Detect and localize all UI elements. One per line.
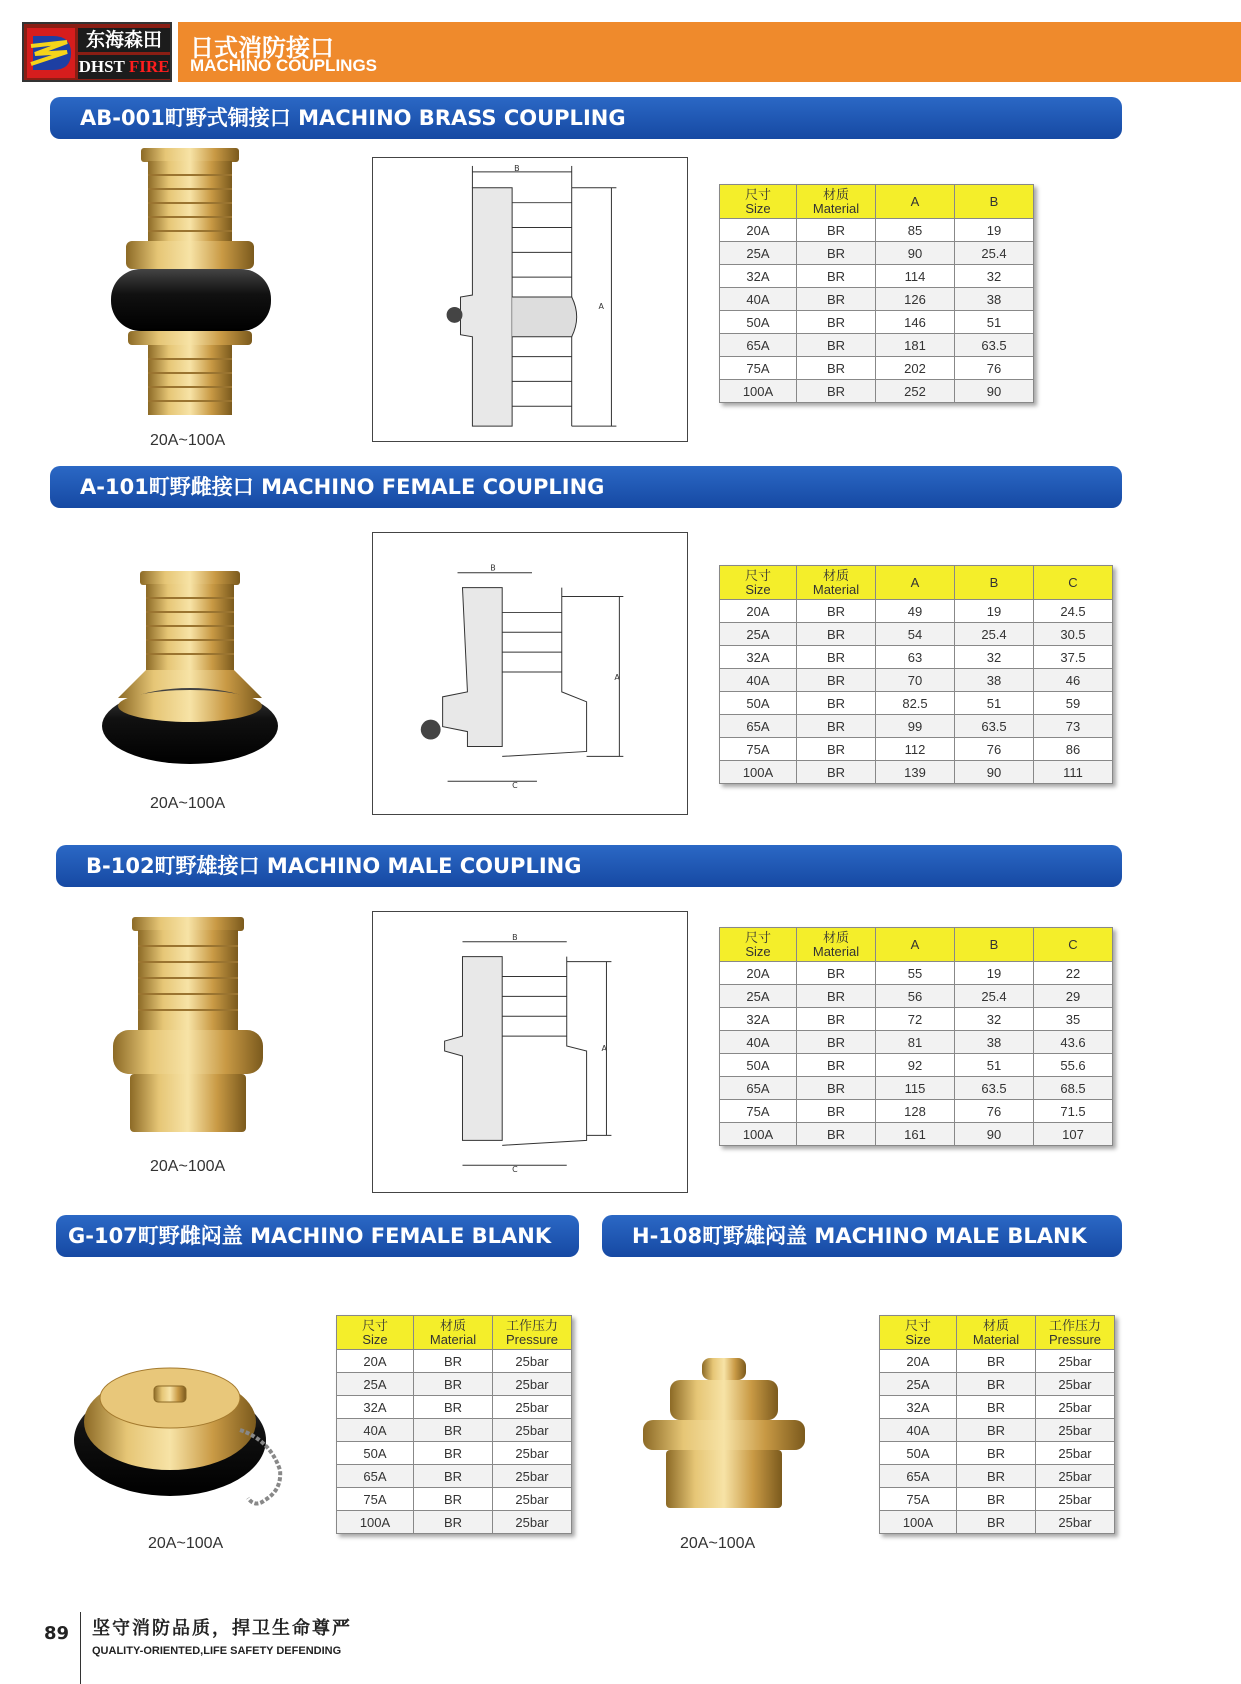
col-size: 尺寸 Size [337, 1316, 414, 1350]
male-blank-cap-photo [640, 1355, 808, 1515]
size-range-caption: 20A~100A [150, 432, 226, 449]
header-title-cn: 日式消防接口 [190, 34, 334, 62]
section-banner-h108: H-108町野雄闷盖 MACHINO MALE BLANK CAP [602, 1215, 1122, 1257]
table-row: 20A BR 85 19 [720, 219, 1034, 242]
technical-drawing-b102 [372, 911, 688, 1193]
table-row: 25A BR 56 25.4 29 [720, 985, 1113, 1008]
table-row: 50A BR 25bar [880, 1442, 1115, 1465]
spec-table-b102 [719, 927, 1113, 1146]
footer-slogan-cn: 坚守消防品质，捍卫生命尊严 [92, 1618, 352, 1639]
table-row: 32A BR 72 32 35 [720, 1008, 1113, 1031]
table-row: 32A BR 63 32 37.5 [720, 646, 1113, 669]
brand-name-cn: 东海森田 [78, 28, 170, 52]
table-row: 20A BR 25bar [880, 1350, 1115, 1373]
section-banner-a101: A-101町野雌接口 MACHINO FEMALE COUPLING [50, 466, 1122, 508]
male-coupling-photo [110, 914, 266, 1136]
table-row: 50A BR 146 51 [720, 311, 1034, 334]
col-a: A [876, 928, 955, 962]
brand-name-en: DHST FIRE [78, 55, 170, 79]
svg-text:C: C [512, 1165, 518, 1175]
col-b: B [955, 566, 1034, 600]
table-header-row [880, 1316, 1115, 1350]
svg-text:C: C [512, 781, 518, 791]
col-material: 材质 Material [414, 1316, 493, 1350]
table-row: 100A BR 25bar [880, 1511, 1115, 1534]
table-header-row [720, 566, 1113, 600]
brand-emblem-icon [27, 28, 75, 78]
table-row: 20A BR 55 19 22 [720, 962, 1113, 985]
table-row: 65A BR 115 63.5 68.5 [720, 1077, 1113, 1100]
col-material: 材质 Material [797, 185, 876, 219]
table-row: 40A BR 25bar [337, 1419, 572, 1442]
section-banner-g107: G-107町野雌闷盖 MACHINO FEMALE BLANK CAP [56, 1215, 579, 1257]
col-c: C [1034, 566, 1113, 600]
page-header [178, 22, 1241, 82]
table-row: 65A BR 99 63.5 73 [720, 715, 1113, 738]
size-range-caption: 20A~100A [150, 1158, 226, 1175]
technical-drawing-a101 [372, 532, 688, 815]
col-b: B [955, 928, 1034, 962]
brand-logo [22, 22, 172, 82]
table-row: 75A BR 112 76 86 [720, 738, 1113, 761]
table-row: 50A BR 92 51 55.6 [720, 1054, 1113, 1077]
col-a: A [876, 566, 955, 600]
table-row: 25A BR 54 25.4 30.5 [720, 623, 1113, 646]
footer-divider [80, 1612, 81, 1684]
table-row: 32A BR 25bar [880, 1396, 1115, 1419]
size-range-caption: 20A~100A [680, 1535, 756, 1552]
col-size: 尺寸 Size [720, 928, 797, 962]
table-row: 50A BR 82.5 51 59 [720, 692, 1113, 715]
table-row: 25A BR 90 25.4 [720, 242, 1034, 265]
size-range-caption: 20A~100A [148, 1535, 224, 1552]
section-banner-ab001: AB-001町野式铜接口 MACHINO BRASS COUPLING [50, 97, 1122, 139]
table-row: 100A BR 139 90 111 [720, 761, 1113, 784]
col-size: 尺寸 Size [720, 185, 797, 219]
table-row: 40A BR 126 38 [720, 288, 1034, 311]
brass-coupling-photo [108, 145, 274, 420]
table-row: 40A BR 25bar [880, 1419, 1115, 1442]
female-blank-cap-photo [70, 1360, 310, 1520]
col-material: 材质 Material [797, 566, 876, 600]
svg-text:A: A [598, 301, 604, 311]
svg-text:A: A [614, 672, 620, 682]
female-coupling-photo [100, 568, 280, 768]
table-header-row [337, 1316, 572, 1350]
spec-table-a101 [719, 565, 1113, 784]
col-a: A [876, 185, 955, 219]
svg-text:B: B [512, 932, 518, 942]
col-pressure: 工作压力 Pressure [493, 1316, 572, 1350]
col-material: 材质 Material [957, 1316, 1036, 1350]
table-row: 32A BR 114 32 [720, 265, 1034, 288]
spec-table-g107 [336, 1315, 572, 1534]
table-header-row [720, 928, 1113, 962]
page-number: 89 [44, 1623, 70, 1644]
footer-slogan-en: QUALITY-ORIENTED,LIFE SAFETY DEFENDING [92, 1645, 342, 1657]
technical-drawing-ab001 [372, 157, 688, 442]
table-row: 25A BR 25bar [337, 1373, 572, 1396]
table-row: 65A BR 25bar [337, 1465, 572, 1488]
svg-text:A: A [601, 1044, 607, 1054]
table-row: 100A BR 25bar [337, 1511, 572, 1534]
table-row: 75A BR 25bar [880, 1488, 1115, 1511]
spec-table-h108 [879, 1315, 1115, 1534]
table-row: 75A BR 25bar [337, 1488, 572, 1511]
table-row: 20A BR 25bar [337, 1350, 572, 1373]
table-row: 32A BR 25bar [337, 1396, 572, 1419]
col-size: 尺寸 Size [720, 566, 797, 600]
col-b: B [955, 185, 1034, 219]
table-row: 20A BR 49 19 24.5 [720, 600, 1113, 623]
table-row: 50A BR 25bar [337, 1442, 572, 1465]
col-c: C [1034, 928, 1113, 962]
table-row: 75A BR 128 76 71.5 [720, 1100, 1113, 1123]
section-banner-b102: B-102町野雄接口 MACHINO MALE COUPLING [56, 845, 1122, 887]
table-row: 40A BR 81 38 43.6 [720, 1031, 1113, 1054]
table-row: 65A BR 25bar [880, 1465, 1115, 1488]
size-range-caption: 20A~100A [150, 795, 226, 812]
table-row: 65A BR 181 63.5 [720, 334, 1034, 357]
table-row: 75A BR 202 76 [720, 357, 1034, 380]
header-title-en: MACHINO COUPLINGS [190, 56, 377, 75]
svg-text:B: B [514, 163, 520, 173]
table-row: 40A BR 70 38 46 [720, 669, 1113, 692]
svg-text:B: B [490, 563, 496, 573]
col-size: 尺寸 Size [880, 1316, 957, 1350]
col-pressure: 工作压力 Pressure [1036, 1316, 1115, 1350]
col-material: 材质 Material [797, 928, 876, 962]
table-header-row [720, 185, 1034, 219]
table-row: 100A BR 252 90 [720, 380, 1034, 403]
table-row: 25A BR 25bar [880, 1373, 1115, 1396]
spec-table-ab001 [719, 184, 1034, 403]
table-row: 100A BR 161 90 107 [720, 1123, 1113, 1146]
